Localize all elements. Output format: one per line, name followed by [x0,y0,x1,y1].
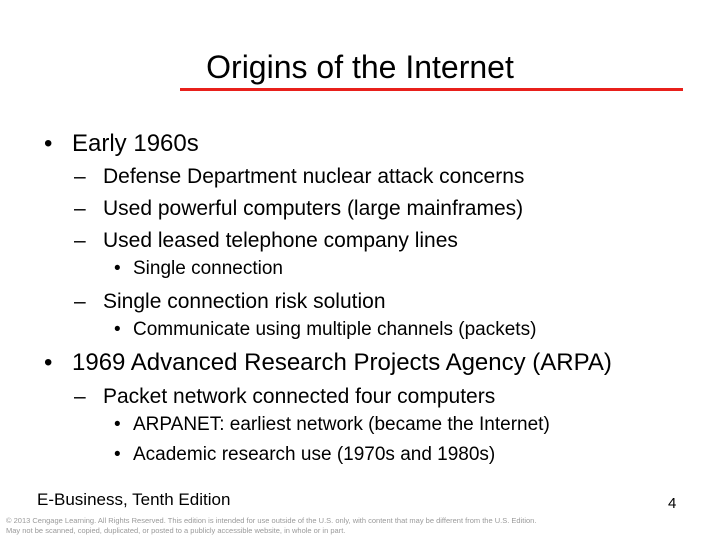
footer-book-title: E-Business, Tenth Edition [37,490,231,509]
bullet-text: Early 1960s [72,130,199,157]
dash-marker: – [74,385,86,408]
bullet-marker: • [44,130,53,157]
page-number: 4 [668,495,677,512]
bullet-marker: • [114,414,121,435]
sub-sub-bullet-item [114,319,536,341]
bullet-text: Used powerful computers (large mainframes) [103,197,524,220]
sub-sub-bullet-item [114,414,550,436]
bullet-marker: • [114,444,121,465]
bullet-text: 1969 Advanced Research Projects Agency (ARPA) [72,349,612,376]
bullet-text: ARPANET: earliest network (became the Internet) [133,414,550,435]
title-underline [180,88,683,91]
bullet-text: Academic research use (1970s and 1980s) [133,444,496,465]
bullet-marker: • [114,258,121,279]
sub-bullet-item [74,196,523,221]
copyright-notice [6,516,706,536]
dash-marker: – [74,229,86,252]
dash-marker: – [74,197,86,220]
bullet-text: Communicate using multiple channels (packets) [133,319,537,340]
bullet-text: Defense Department nuclear attack concerns [103,165,525,188]
bullet-text: Single connection [133,258,283,279]
dash-marker: – [74,165,86,188]
copyright-line: © 2013 Cengage Learning. All Rights Reserved. This edition is intended for use outside of the U.S. only, with content that may be different from the U.S. Edition. [6,516,537,525]
bullet-item [44,130,199,158]
sub-bullet-item [74,164,524,189]
slide-title: Origins of the Internet [206,49,514,85]
bullet-text: Used leased telephone company lines [103,229,458,252]
sub-bullet-item [74,384,495,409]
dash-marker: – [74,290,86,313]
bullet-text: Single connection risk solution [103,290,386,313]
copyright-line: May not be scanned, copied, duplicated, or posted to a publicly accessible website, in whole or in part. [6,526,346,535]
bullet-item [44,349,612,377]
sub-sub-bullet-item [114,258,283,280]
sub-bullet-item [74,289,386,314]
sub-sub-bullet-item [114,444,495,466]
bullet-text: Packet network connected four computers [103,385,496,408]
bullet-marker: • [114,319,121,340]
bullet-marker: • [44,349,53,376]
sub-bullet-item [74,228,458,253]
